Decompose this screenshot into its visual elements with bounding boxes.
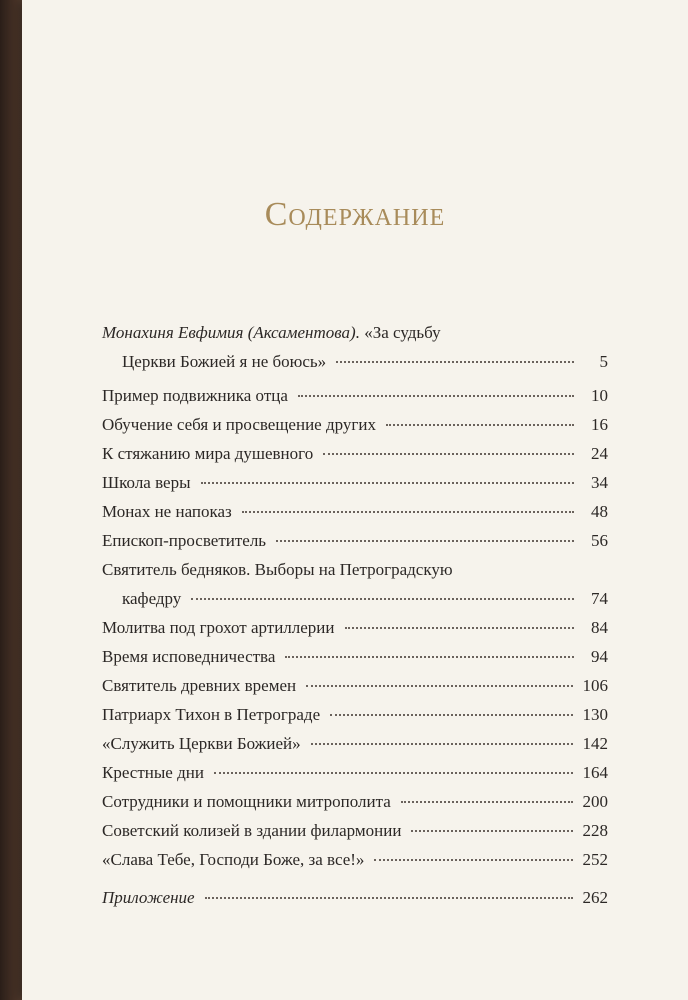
toc-page-number: 74 (591, 589, 608, 608)
dot-leader (330, 714, 572, 716)
dot-leader (306, 685, 572, 687)
toc-page-number: 56 (591, 531, 608, 550)
toc-entry-title: Сотрудники и помощники митрополита (102, 792, 391, 811)
toc-entry-title-part: «За судьбу (364, 323, 441, 342)
toc-page-number: 34 (591, 473, 608, 492)
toc-page-number: 228 (582, 821, 608, 840)
toc-entry[interactable] (102, 468, 608, 497)
toc-entry[interactable] (102, 787, 608, 816)
toc-entry[interactable] (102, 642, 608, 671)
toc-entry-title: Обучение себя и просвещение других (102, 415, 376, 434)
dot-leader (191, 598, 574, 600)
toc-page-number: 10 (591, 386, 608, 405)
toc-entry[interactable] (102, 497, 608, 526)
dot-leader (336, 361, 574, 363)
toc-entry-author: Монахиня Евфимия (Аксаментова). (102, 323, 360, 342)
toc-entry-title: Святитель бедняков. Выборы на Петроградскую (102, 560, 453, 579)
table-of-contents (102, 318, 608, 912)
dot-leader (323, 453, 574, 455)
toc-page-number: 84 (591, 618, 608, 637)
toc-entry[interactable] (102, 439, 608, 468)
toc-page-number: 164 (582, 763, 608, 782)
toc-entry[interactable] (102, 671, 608, 700)
toc-page-number: 16 (591, 415, 608, 434)
dot-leader (374, 859, 572, 861)
toc-page-number: 130 (582, 705, 608, 724)
toc-entry-title: Время исповедничества (102, 647, 276, 666)
toc-entry-title: Церкви Божией я не боюсь» (122, 352, 327, 371)
dot-leader (276, 540, 574, 542)
dot-leader (386, 424, 574, 426)
toc-page-number: 262 (582, 888, 608, 907)
toc-page-number: 5 (599, 352, 608, 371)
dot-leader (205, 897, 573, 899)
toc-page-number: 48 (591, 502, 608, 521)
toc-entry[interactable] (102, 555, 608, 613)
toc-page-number: 142 (582, 734, 608, 753)
dot-leader (214, 772, 573, 774)
toc-entry[interactable] (102, 526, 608, 555)
toc-entry-title: Школа веры (102, 473, 191, 492)
toc-entry[interactable] (102, 816, 608, 845)
toc-entry-title: Крестные дни (102, 763, 204, 782)
toc-entry[interactable] (102, 410, 608, 439)
toc-entry[interactable] (102, 758, 608, 787)
toc-entry[interactable] (102, 381, 608, 410)
toc-entry-title: Советский колизей в здании филармонии (102, 821, 402, 840)
dot-leader (401, 801, 573, 803)
toc-entry-title: «Служить Церкви Божией» (102, 734, 301, 753)
book-page (22, 0, 688, 1000)
toc-entry[interactable] (102, 613, 608, 642)
toc-entry-title: Святитель древних времен (102, 676, 297, 695)
toc-entry-line (102, 318, 608, 347)
toc-entry-title: К стяжанию мира душевного (102, 444, 314, 463)
toc-entry[interactable] (102, 845, 608, 874)
toc-entry-line (102, 347, 608, 376)
toc-entry[interactable] (102, 729, 608, 758)
dot-leader (311, 743, 573, 745)
toc-entry-title: Епископ-просветитель (102, 531, 267, 550)
toc-entry[interactable] (102, 318, 608, 376)
toc-entry-title: Приложение (102, 888, 195, 907)
toc-entry-title: «Слава Тебе, Господи Боже, за все!» (102, 850, 365, 869)
toc-entry-title: Молитва под грохот артиллерии (102, 618, 335, 637)
toc-entry-title: кафедру (122, 589, 182, 608)
toc-entry-title: Монах не напоказ (102, 502, 232, 521)
toc-page-number: 252 (582, 850, 608, 869)
toc-entry-title: Патриарх Тихон в Петрограде (102, 705, 321, 724)
toc-entry-appendix[interactable] (102, 883, 608, 912)
toc-page-number: 94 (591, 647, 608, 666)
toc-page-number: 200 (582, 792, 608, 811)
toc-entry[interactable] (102, 700, 608, 729)
dot-leader (345, 627, 575, 629)
toc-page-number: 106 (582, 676, 608, 695)
dot-leader (201, 482, 575, 484)
dot-leader (242, 511, 574, 513)
page-title: Содержание (264, 196, 446, 233)
toc-page-number: 24 (591, 444, 608, 463)
toc-entry-title: Пример подвижника отца (102, 386, 288, 405)
dot-leader (285, 656, 574, 658)
dot-leader (298, 395, 574, 397)
dot-leader (411, 830, 572, 832)
